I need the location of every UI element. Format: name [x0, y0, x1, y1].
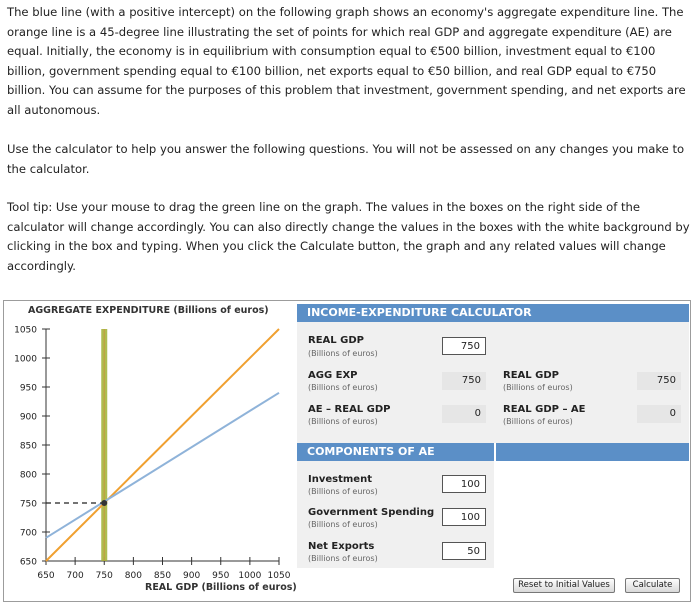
x-tick-label-750: 750 — [95, 571, 113, 581]
y-tick-label-1050: 1050 — [14, 325, 37, 336]
aggregate-expenditure-line — [46, 393, 279, 538]
agg-exp-value: 750 — [442, 372, 486, 390]
y-tick-label-750: 750 — [19, 499, 37, 510]
y-tick-label-650: 650 — [19, 557, 37, 568]
net-exports-unit: (Billions of euros) — [308, 554, 378, 563]
real-gdp-right-value: 750 — [637, 372, 681, 390]
government-spending-label: Government Spending — [308, 507, 435, 518]
components-header-bar — [496, 443, 689, 461]
x-tick-label-700: 700 — [66, 571, 84, 581]
y-tick-label-700: 700 — [19, 528, 37, 539]
x-tick-label-1000: 1000 — [238, 571, 262, 581]
investment-unit: (Billions of euros) — [308, 487, 378, 496]
real-gdp-input[interactable]: 750 — [442, 337, 486, 355]
reset-button[interactable]: Reset to Initial Values — [513, 578, 615, 593]
investment-label: Investment — [308, 474, 372, 485]
components-header: COMPONENTS OF AE — [297, 443, 494, 461]
calculator-header: INCOME-EXPENDITURE CALCULATOR — [297, 304, 689, 322]
gdp-minus-ae-value: 0 — [637, 405, 681, 423]
x-tick-label-850: 850 — [153, 571, 172, 581]
government-spending-unit: (Billions of euros) — [308, 520, 378, 529]
ae-minus-gdp-unit: (Billions of euros) — [308, 417, 378, 426]
investment-input[interactable]: 100 — [442, 475, 486, 493]
real-gdp-label: REAL GDP — [308, 335, 364, 346]
agg-exp-label: AGG EXP — [308, 370, 358, 381]
graph-x-axis-title: REAL GDP (Billions of euros) — [145, 582, 297, 593]
net-exports-input[interactable]: 50 — [442, 542, 486, 560]
x-tick-label-950: 950 — [212, 571, 230, 581]
y-tick-label-850: 850 — [19, 441, 37, 452]
x-tick-label-1050: 1050 — [267, 571, 291, 581]
ae-minus-gdp-label: AE – REAL GDP — [308, 404, 391, 415]
graph-y-axis-title: AGGREGATE EXPENDITURE (Billions of euros) — [28, 305, 269, 316]
ae-minus-gdp-value: 0 — [442, 405, 486, 423]
y-tick-label-800: 800 — [19, 470, 37, 481]
instructions-paragraph-1: The blue line (with a positive intercept) on the following graph shows an economy's aggregate expenditure line. The orange line is a 45-degree line illustrating the set of points for which real GDP and aggregate expenditure (AE) are equal. Initially, the economy is in equilibrium with consumption equal to €500 billion, investment equal to €100 billion, government spending equal to €100 billion, net exports equal to €50 billion, and real GDP equal to €750 billion. You can assume for the purposes of this problem that investment, government spending, and net exports are all autonomous. — [7, 5, 686, 117]
calculate-button[interactable]: Calculate — [625, 578, 680, 593]
y-tick-label-900: 900 — [19, 412, 37, 423]
real-gdp-right-label: REAL GDP — [503, 370, 559, 381]
forty-five-degree-line — [46, 329, 279, 561]
real-gdp-right-unit: (Billions of euros) — [503, 383, 573, 392]
y-tick-label-950: 950 — [19, 383, 37, 394]
gdp-minus-ae-unit: (Billions of euros) — [503, 417, 573, 426]
equilibrium-point — [101, 500, 107, 506]
y-tick-label-1000: 1000 — [14, 354, 37, 365]
x-tick-label-900: 900 — [183, 571, 201, 581]
gdp-minus-ae-label: REAL GDP – AE — [503, 404, 586, 415]
instructions-paragraph-2: Use the calculator to help you answer the following questions. You will not be assessed on any changes you make to the calculator. — [7, 142, 685, 176]
net-exports-label: Net Exports — [308, 541, 375, 552]
agg-exp-unit: (Billions of euros) — [308, 383, 378, 392]
instructions-paragraph-3: Tool tip: Use your mouse to drag the green line on the graph. The values in the boxes on the right side of the calculator will change accordingly. You can also directly change the values in the boxes with the white background by clicking in the box and typing. When you click the Calculate button, the graph and any related values will change accordingly. — [7, 200, 690, 273]
x-tick-label-650: 650 — [37, 571, 55, 581]
government-spending-input[interactable]: 100 — [442, 508, 486, 526]
real-gdp-unit: (Billions of euros) — [308, 349, 378, 358]
x-tick-label-800: 800 — [124, 571, 142, 581]
